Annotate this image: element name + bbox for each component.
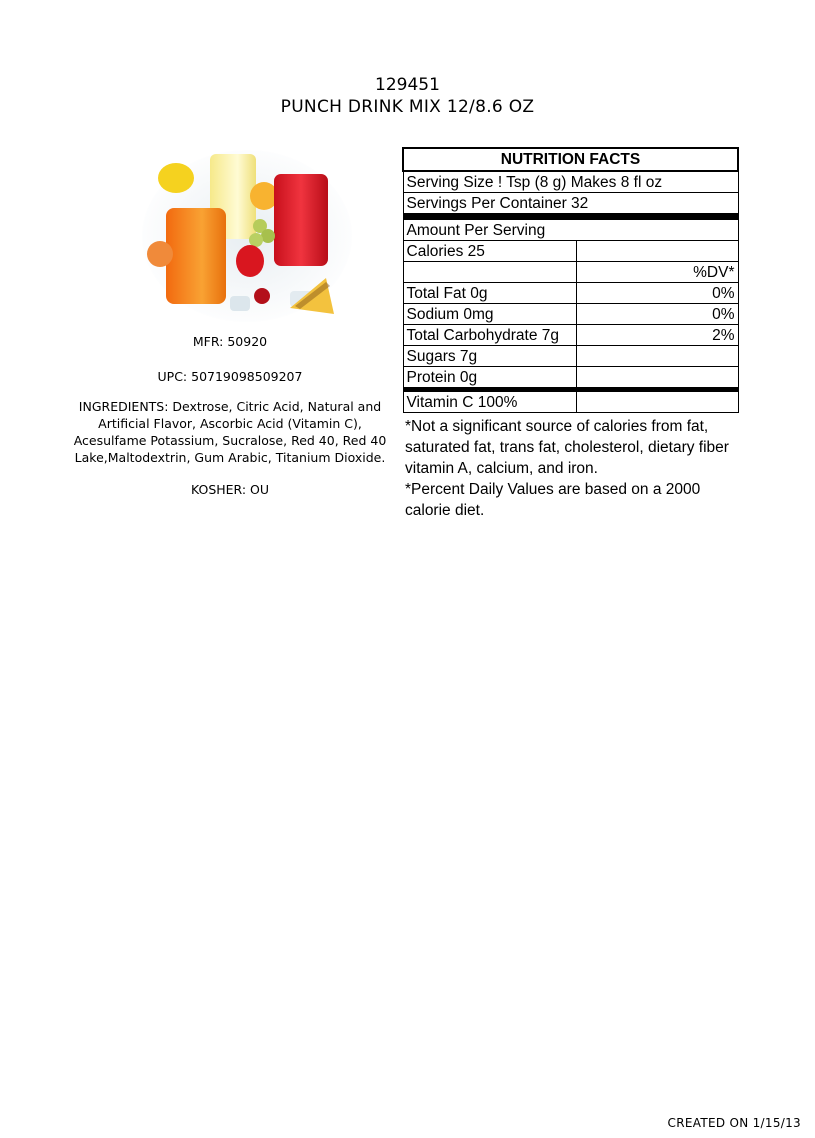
item-code: 129451 <box>375 75 440 95</box>
dv-header: %DV* <box>576 262 738 283</box>
nutrition-table <box>402 147 739 413</box>
vitamin-c-blank <box>576 390 738 413</box>
nutrient-label: Sodium 0mg <box>403 304 576 325</box>
serving-size: Serving Size ! Tsp (8 g) Makes 8 fl oz <box>403 171 738 193</box>
nutrient-dv <box>576 367 738 390</box>
kosher-info: KOSHER: OU <box>190 482 270 497</box>
ingredients-text: INGREDIENTS: Dextrose, Citric Acid, Natural and Artificial Flavor, Ascorbic Acid (Vitamin C), Acesulfame Potassium, Sucralose, Red 40, Red 40 Lake,Maltodextrin, Gum Arabic, Titanium Dioxide. <box>73 399 387 465</box>
nutrient-dv <box>576 346 738 367</box>
product-image <box>140 136 354 322</box>
nutrient-dv: 0% <box>576 304 738 325</box>
dv-header-blank <box>403 262 576 283</box>
product-info <box>72 333 388 498</box>
footnote-not-significant: *Not a significant source of calories from fat, saturated fat, trans fat, cholesterol, dietary fiber vitamin A, calcium, and iron. <box>405 418 729 477</box>
nutrient-label: Total Fat 0g <box>403 283 576 304</box>
amount-per-serving: Amount Per Serving <box>403 217 738 241</box>
footnote-daily-values: *Percent Daily Values are based on a 2000 calorie diet. <box>405 481 701 519</box>
page-header <box>0 74 815 118</box>
nutrient-dv: 0% <box>576 283 738 304</box>
drinks-illustration <box>140 136 354 322</box>
nutrition-footnotes <box>402 416 739 521</box>
product-title: PUNCH DRINK MIX 12/8.6 OZ <box>280 97 535 117</box>
servings-per-container: Servings Per Container 32 <box>403 193 738 217</box>
mfr-number: MFR: 50920 <box>192 334 268 349</box>
nutrient-label: Protein 0g <box>403 367 576 390</box>
nutrition-title: NUTRITION FACTS <box>403 148 738 171</box>
created-date: CREATED ON 1/15/13 <box>667 1116 801 1130</box>
calories: Calories 25 <box>403 241 576 262</box>
nutrition-facts-panel <box>402 147 739 521</box>
upc-number: UPC: 50719098509207 <box>157 369 303 384</box>
nutrient-dv: 2% <box>576 325 738 346</box>
calories-blank <box>576 241 738 262</box>
vitamin-c: Vitamin C 100% <box>403 390 576 413</box>
nutrient-label: Sugars 7g <box>403 346 576 367</box>
nutrient-label: Total Carbohydrate 7g <box>403 325 576 346</box>
